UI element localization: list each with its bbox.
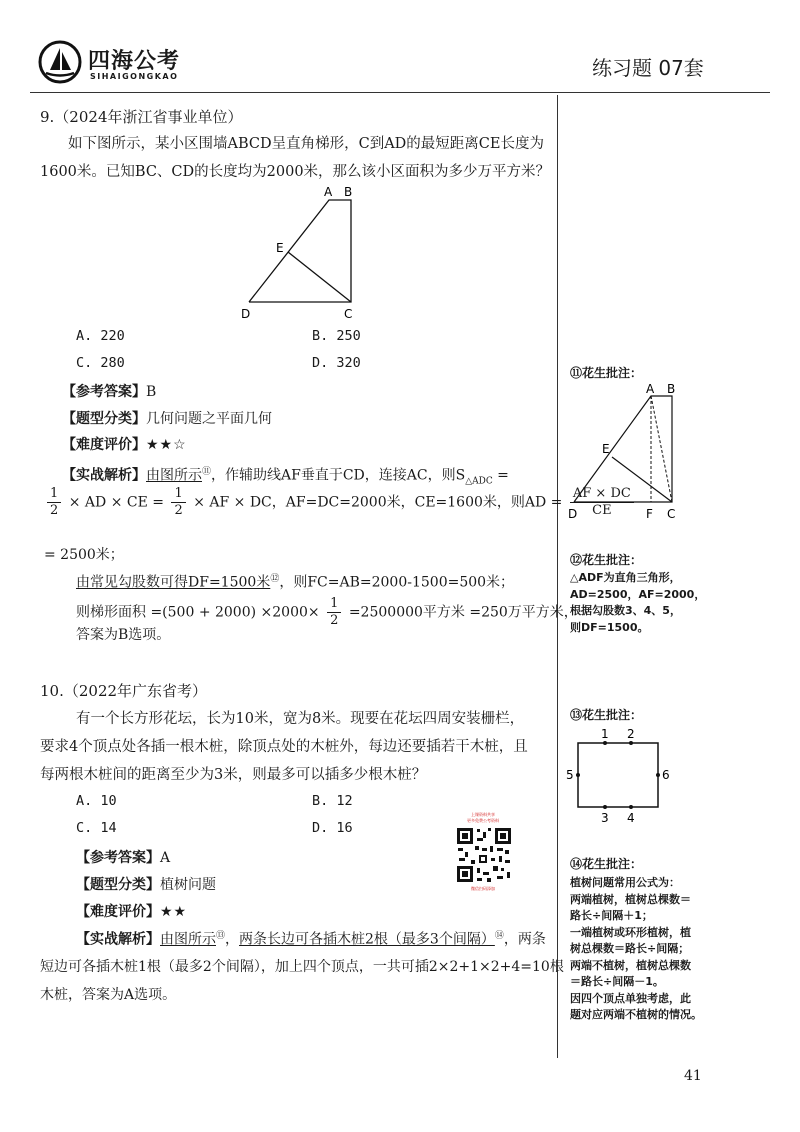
q10-option-d: D. 16 [312,820,353,836]
set-title: 练习题 07套 [592,56,704,80]
note-ref-11: ⑪ [202,467,212,477]
qr-code-icon[interactable] [455,826,513,884]
q10-answer-row [76,847,170,867]
note-13-title: ⑬花生批注： [570,708,643,722]
q10-analysis-comma: ， [225,931,240,948]
sailboat-logo-icon [38,40,82,84]
q9-category-label: 【题型分类】 [62,411,146,427]
fraction-ad: $\frac{AF \times DC}{CE}$ [570,486,634,519]
q9-answer-row [62,381,156,401]
note11-ac-line [651,396,672,502]
q10-analysis-two: ，两条 [503,931,546,948]
logo-text: 四海公考 [88,49,181,74]
label-e: E [276,241,284,255]
q9-option-a: A. 220 [76,328,125,344]
n11-label-e: E [602,442,610,456]
qr-caption-top: 上课资料共享 [471,812,495,817]
q9-analysis-fc: ，则FC=AB=2000-1500=500米； [279,574,515,591]
note-14-line: 题对应两端不植树的情况。 [570,1008,702,1021]
q9-stem-line2: 1600米。已知BC、CD的长度均为2000米，那么该小区面积为多少万平方米？ [40,164,551,180]
note-11-title: ⑪花生批注： [570,366,643,380]
n13-label-3: 3 [601,811,609,825]
q9-answer-value: B [146,384,157,400]
q9-trapezoid-diagram [236,182,376,322]
q9-title: 9.（2024年浙江省事业单位） [40,108,243,126]
q10-analysis-line2: 短边可各插木桩1根（最多2个间隔），加上四个顶点，一共可插2×2+1×2+4=10根 [40,959,564,975]
q9-analysis-subscript: △ADC [465,476,493,487]
stake-5 [576,773,580,777]
q9-category-row [62,408,272,428]
n13-label-4: 4 [627,811,635,825]
stake-6 [656,773,660,777]
n13-label-6: 6 [662,768,670,782]
q9-analysis-ref-text: 由图所示 [146,467,202,484]
q9-area-formula: 则梯形面积 =(500 + 2000) ×2000× [76,604,320,621]
q9-category-value: 几何问题之平面几何 [146,411,272,427]
n11-label-b: B [667,382,676,396]
n11-label-f: F [646,507,653,521]
note-ref-13: ⑬ [216,931,226,941]
q9-analysis-line3: = 2500米； [44,547,124,563]
trapezoid-outline [249,200,351,302]
q9-analysis-line1 [62,464,509,486]
label-b: B [344,185,353,199]
q9-option-b: B. 250 [312,328,361,344]
q10-category-value: 植树问题 [160,877,216,893]
note-12-line: AD=2500，AF=2000， [570,587,706,601]
fraction-half-2: $\frac{1}{2}$ [171,486,185,519]
note-ref-12: ⑫ [270,574,280,584]
q9-difficulty-stars: ★★☆ [146,437,187,453]
qr-caption-top2: 更多免费公考资料 [467,818,499,823]
note-11-diagram [566,382,696,522]
q9-area-result: =2500000平方米 =250万平方米， [348,604,578,621]
q9-option-c: C. 280 [76,355,125,371]
note-12-line: 则DF=1500。 [570,620,649,634]
q10-option-a: A. 10 [76,793,117,809]
q10-difficulty-stars: ★★ [160,904,188,920]
q9-difficulty-row [62,434,187,454]
q9-difficulty-label: 【难度评价】 [62,437,146,453]
note-12-line: △ADF为直角三角形， [570,571,681,584]
q10-analysis-long-sides: 两条长边可各插木桩2根（最多3个间隔） [239,931,495,948]
q10-answer-value: A [160,850,171,866]
q10-analysis-ref-text: 由图所示 [160,931,216,948]
q10-analysis-label: 【实战解析】 [76,931,160,948]
q10-option-c: C. 14 [76,820,117,836]
logo-subtitle: SIHAIGONGKAO [90,72,179,81]
ce-line [288,252,351,302]
label-c: C [344,307,353,321]
q9-stem-line1: 如下图所示，某小区围墙ABCD呈直角梯形，C到AD的最短距离CE长度为 [68,136,544,152]
q9-analysis-line2 [44,486,637,519]
note-14-body [570,875,750,1024]
stake-2 [629,741,633,745]
note-12-title: ⑫花生批注： [570,553,643,567]
qr-caption-bottom: 微信扫码添加 [471,886,495,891]
note11-trapezoid [574,396,672,502]
label-a: A [324,185,333,199]
q10-analysis-line3: 木桩，答案为A选项。 [40,987,177,1003]
q10-title: 10.（2022年广东省考） [40,682,208,700]
note-12-body [570,570,705,636]
n13-label-5: 5 [566,768,574,782]
stake-4 [629,805,633,809]
q9-analysis-formula1: × AD × CE = [68,494,164,511]
n11-label-c: C [667,507,676,521]
q9-option-d: D. 320 [312,355,361,371]
q10-option-b: B. 12 [312,793,353,809]
note-12-line: 根据勾股数3、4、5， [570,604,681,617]
note-14-line: 植树问题常用公式为： [570,876,680,889]
q9-answer-label: 【参考答案】 [62,384,146,400]
n13-label-1: 1 [601,727,609,741]
q9-analysis-df: 由常见勾股数可得DF=1500米 [76,574,271,591]
note11-ce-line [612,457,672,502]
note-14-line: 因四个顶点单独考虑，此 [570,991,691,1005]
note-14-line: 路长÷间隔＋1； [570,909,653,922]
stake-1 [603,741,607,745]
q9-analysis-line4 [76,571,514,592]
note-14-line: 树总棵数＝路长÷间隔； [570,942,690,955]
note-14-line: 两端植树，植树总棵数＝ [570,892,691,906]
fraction-half-1: $\frac{1}{2}$ [47,486,61,519]
note-14-line: 两端不植树，植树总棵数 [570,958,691,972]
column-divider [557,95,558,1058]
note-ref-14: ⑭ [494,931,504,941]
q9-analysis-eq: = [492,467,509,484]
header-divider [30,92,770,93]
note-14-line: ＝路长÷间隔－1。 [570,975,664,988]
n13-label-2: 2 [627,727,635,741]
n11-label-a: A [646,382,655,396]
q10-category-row [76,874,216,894]
q10-category-label: 【题型分类】 [76,877,160,893]
note-14-title: ⑭花生批注： [570,857,643,871]
n11-label-d: D [568,507,578,521]
q10-difficulty-label: 【难度评价】 [76,904,160,920]
flowerbed-rect [578,743,658,807]
q10-answer-label: 【参考答案】 [76,850,160,866]
q9-analysis-text: ，作辅助线AF垂直于CD，连接AC，则S [211,467,466,484]
q9-analysis-label: 【实战解析】 [62,467,146,484]
q10-stem-line3: 每两根木桩间的距离至少为3米，则最多可以插多少根木桩？ [40,767,427,783]
stake-3 [603,805,607,809]
q10-difficulty-row [76,901,187,921]
q10-stem-line2: 要求4个顶点处各插一根木桩，除顶点处的木桩外，每边还要插若干木桩，且 [40,739,528,755]
q10-analysis-line1 [76,928,546,949]
label-d: D [241,307,251,321]
q9-analysis-line6: 答案为B选项。 [76,627,171,643]
fraction-half-3: $\frac{1}{2}$ [327,596,341,629]
q10-stem-line1: 有一个长方形花坛，长为10米，宽为8米。现要在花坛四周安装栅栏， [76,711,525,727]
page-number: 41 [684,1068,702,1084]
note-13-rectangle-diagram [562,725,682,825]
q9-analysis-formula2: × AF × DC，AF=DC=2000米，CE=1600米，则AD = [193,494,563,511]
note-14-line: 一端植树或环形植树，植 [570,925,691,939]
